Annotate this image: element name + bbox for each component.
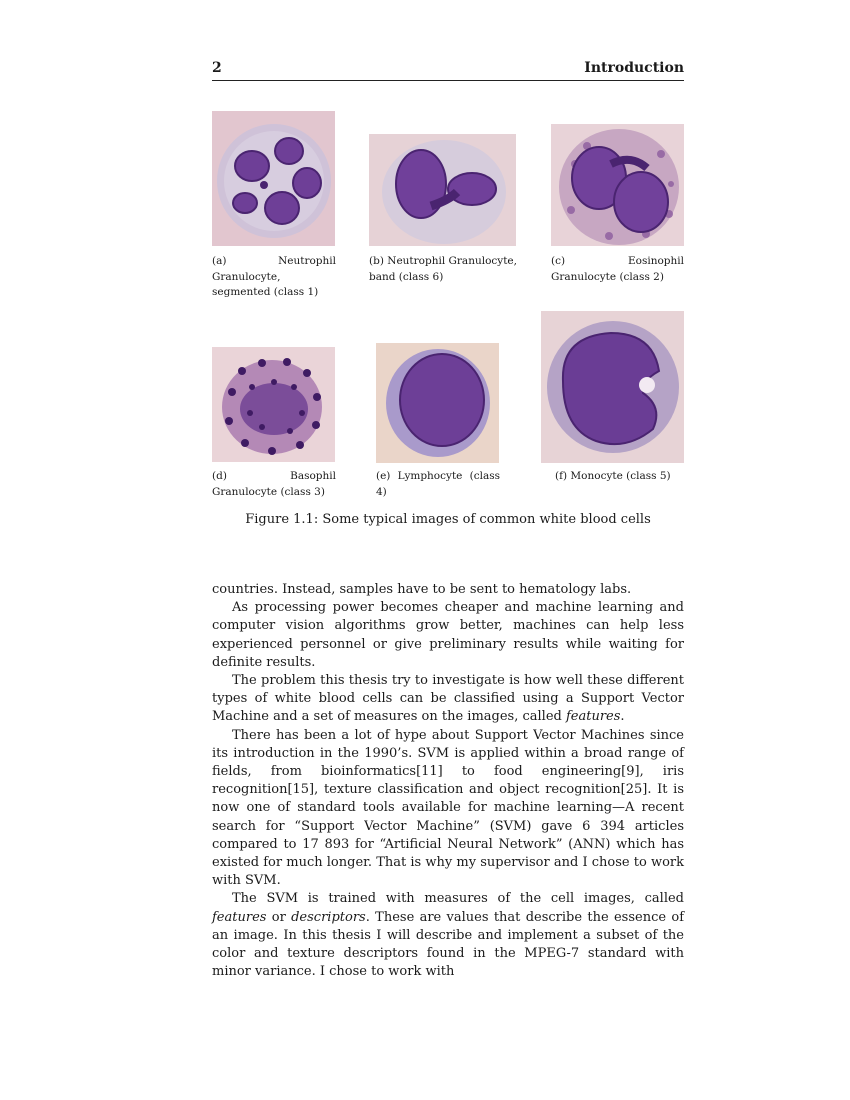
paragraph-1: countries. Instead, samples have to be sent to hematology labs. — [212, 582, 632, 597]
subfigure-caption-f: (f) Monocyte (class 5) — [555, 470, 671, 482]
subfigure-caption-b: (b) Neutrophil Granulocyte, band (class 6) — [369, 255, 517, 283]
paragraph-5-or: or — [266, 909, 292, 925]
paragraph-5-emphasis-descriptors: descriptors — [291, 909, 366, 925]
subfigure-caption-e: (e) Lymphocyte (class 4) — [376, 470, 500, 498]
paragraph-5 — [212, 890, 684, 981]
page-number: 2 — [212, 60, 222, 76]
cell-image-monocyte — [541, 311, 684, 463]
paragraph-3 — [212, 672, 684, 727]
paragraph-4: There has been a lot of hype about Support Vector Machines since its introduction in the 1990’s. SVM is applied within a broad range of fields, from bioinformatics[11] to food engineering[9], iris recognition[15], texture classification and object recognition[25]. It is now one of standard tools available for machine learning—A recent search for “Support Vector Machine” (SVM) gave 6 394 articles compared to 17 893 for “Artificial Neural Network” (ANN) which has existed for much longer. That is why my supervisor and I chose to work with SVM. — [212, 727, 684, 889]
paragraph-5-rest: . These are values that describe the essence of an image. In this thesis I will describe and implement a subset of the color and texture descriptors found in the MPEG-7 standard with minor variance. I chose to work with — [212, 909, 685, 980]
paragraph-5-text: The SVM is trained with measures of the cell images, called — [232, 891, 684, 907]
cell-image-eosinophil — [551, 124, 684, 246]
cell-image-basophil — [212, 347, 335, 462]
figure-caption: Figure 1.1: Some typical images of common white blood cells — [245, 512, 651, 527]
subfigure-caption-d: (d) Basophil Granulocyte (class 3) — [212, 470, 336, 498]
chapter-title: Introduction — [584, 60, 684, 76]
body-text — [212, 581, 684, 981]
cell-image-neutrophil-band — [369, 134, 516, 246]
paragraph-3-emphasis: features — [565, 709, 621, 725]
running-header — [212, 60, 684, 81]
cell-image-lymphocyte — [376, 343, 499, 463]
cell-image-neutrophil-segmented — [212, 111, 335, 246]
paragraph-2: As processing power becomes cheaper and machine learning and computer vision algorithms grow better, machines can help less experienced personnel or give preliminary results while waiting for definite results. — [212, 600, 684, 670]
subfigure-caption-a: (a) Neutrophil Granulocyte, segmented (class 1) — [212, 255, 336, 298]
subfigure-caption-c: (c) Eosinophil Granulocyte (class 2) — [551, 255, 684, 283]
paragraph-5-emphasis-features: features — [212, 909, 267, 925]
paragraph-3-text: The problem this thesis try to investigate is how well these different types of white blood cells can be classified using a Support Vector Machine and a set of measures on the images, called — [212, 673, 684, 725]
paragraph-3-end: . — [620, 709, 625, 725]
